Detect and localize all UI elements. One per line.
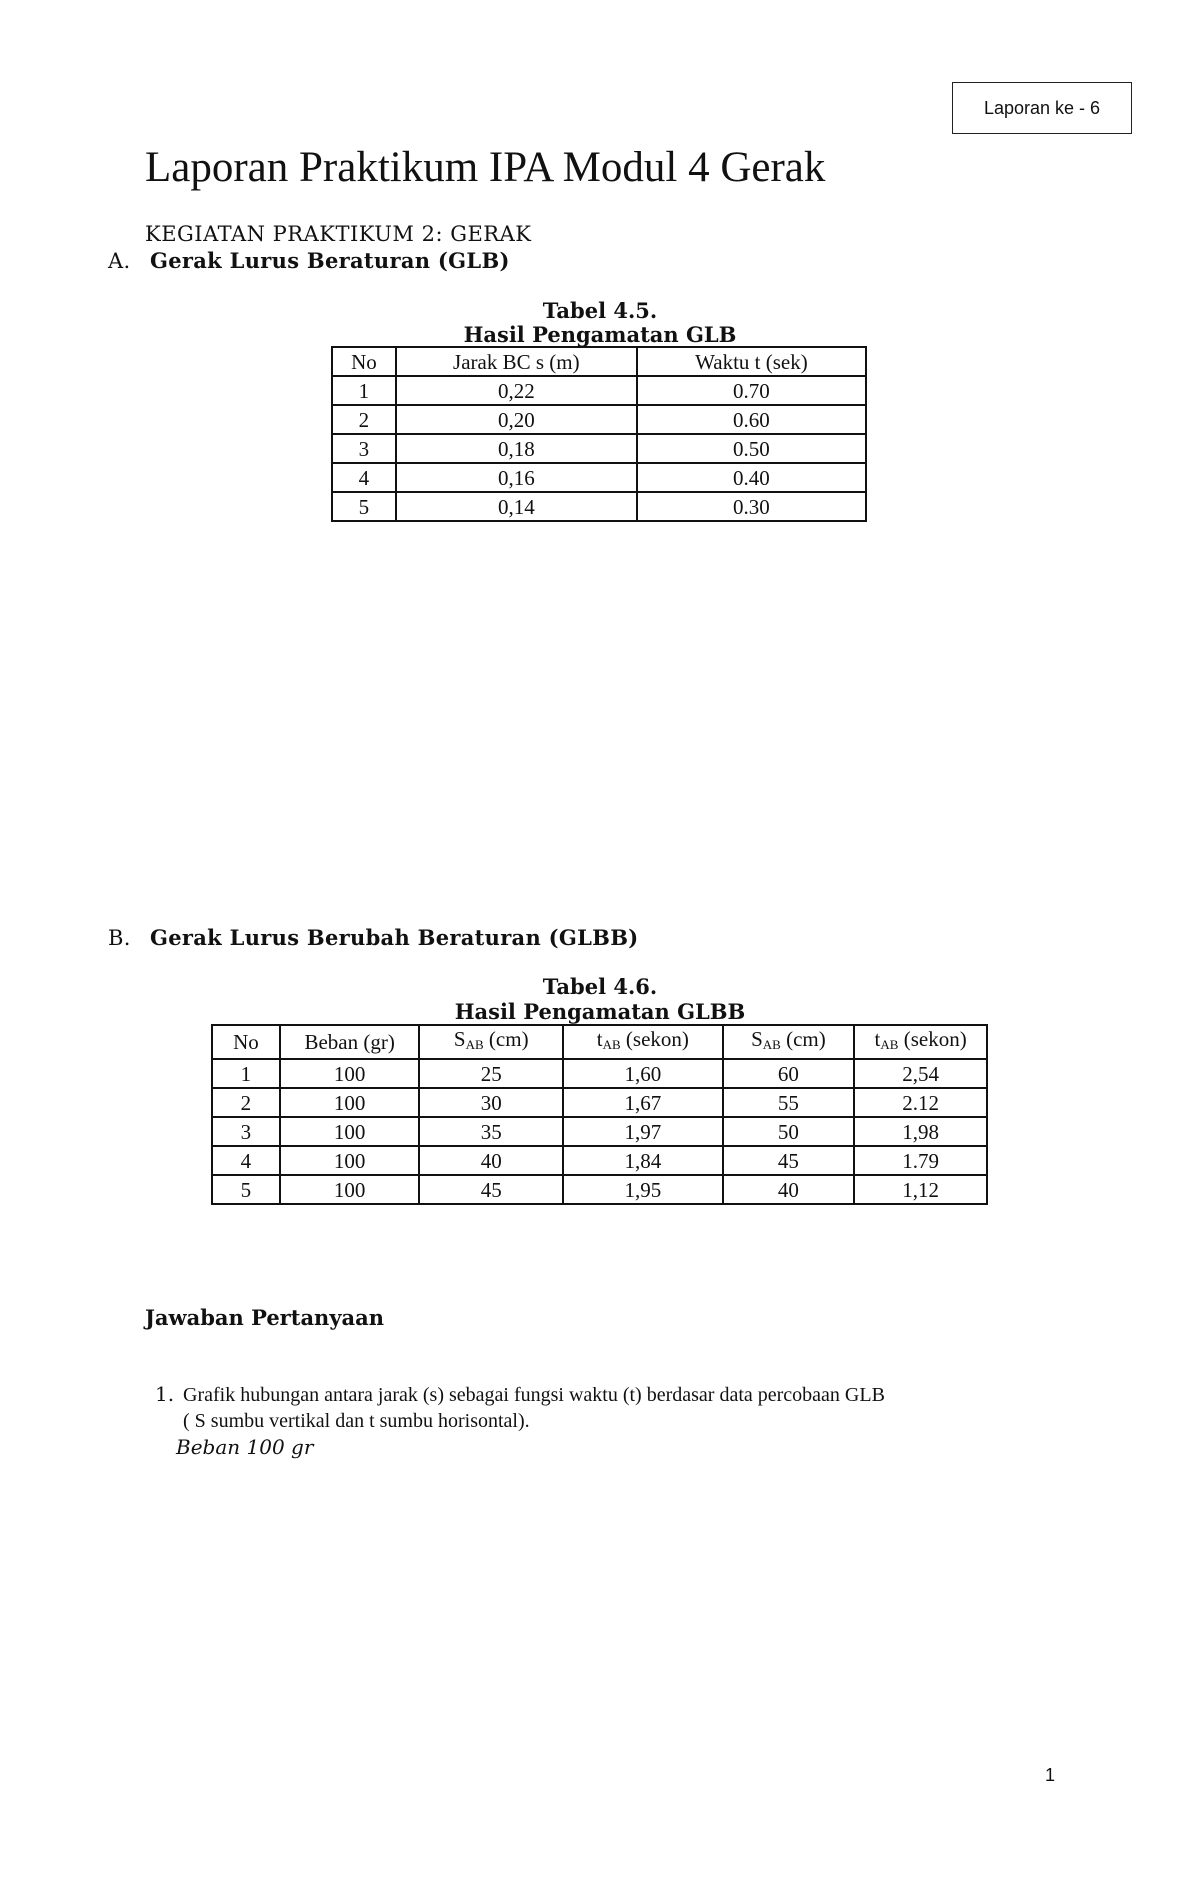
table-cell: 5 xyxy=(212,1175,280,1204)
table-cell: 25 xyxy=(419,1059,563,1088)
section-a-letter: A. xyxy=(108,249,131,273)
table-cell: 100 xyxy=(280,1059,420,1088)
table-row xyxy=(212,1146,987,1175)
table-cell: 40 xyxy=(723,1175,855,1204)
table-cell: 100 xyxy=(280,1088,420,1117)
column-header: $S_{AB}$ (cm) xyxy=(419,1025,563,1059)
table-cell: 0.60 xyxy=(637,405,866,434)
table-cell: 55 xyxy=(723,1088,855,1117)
table-cell: 0.70 xyxy=(637,376,866,405)
table-cell: 45 xyxy=(723,1146,855,1175)
table-4-5-caption-title: Hasil Pengamatan GLB xyxy=(463,322,737,347)
table-cell: 0,16 xyxy=(396,463,637,492)
table-cell: 3 xyxy=(212,1117,280,1146)
table-cell: 0.30 xyxy=(637,492,866,521)
table-4-6-caption-number: Tabel 4.6. xyxy=(542,974,658,999)
column-header: Jarak BC s (m) xyxy=(396,347,637,376)
table-row xyxy=(212,1059,987,1088)
table-cell: 100 xyxy=(280,1117,420,1146)
table-header-row xyxy=(332,347,866,376)
section-a-title: Gerak Lurus Beraturan (GLB) xyxy=(150,248,510,273)
table-cell: 30 xyxy=(419,1088,563,1117)
table-cell: 1,12 xyxy=(854,1175,987,1204)
glbb-table xyxy=(211,1024,988,1205)
glb-table xyxy=(331,346,867,522)
table-cell: 0,18 xyxy=(396,434,637,463)
table-cell: 3 xyxy=(332,434,396,463)
table-row xyxy=(212,1088,987,1117)
table-cell: 1,67 xyxy=(563,1088,723,1117)
section-b-letter: B. xyxy=(108,926,131,950)
table-cell: 1,97 xyxy=(563,1117,723,1146)
column-header: Beban (gr) xyxy=(280,1025,420,1059)
column-header: $t_{AB}$ (sekon) xyxy=(854,1025,987,1059)
table-row xyxy=(332,405,866,434)
table-cell: 2 xyxy=(212,1088,280,1117)
answers-heading: Jawaban Pertanyaan xyxy=(145,1305,385,1330)
table-cell: 0.50 xyxy=(637,434,866,463)
table-cell: 100 xyxy=(280,1175,420,1204)
question-1-note: Beban 100 gr xyxy=(176,1435,314,1459)
table-cell: 0,22 xyxy=(396,376,637,405)
table-cell: 100 xyxy=(280,1146,420,1175)
column-header: No xyxy=(332,347,396,376)
question-1-line-1: Grafik hubungan antara jarak (s) sebagai fungsi waktu (t) berdasar data percobaan GLB xyxy=(183,1384,885,1406)
activity-heading: KEGIATAN PRAKTIKUM 2: GERAK xyxy=(145,222,532,246)
table-4-5-caption-number: Tabel 4.5. xyxy=(542,298,658,323)
table-cell: 4 xyxy=(212,1146,280,1175)
table-cell: 1,98 xyxy=(854,1117,987,1146)
table-cell: 1,60 xyxy=(563,1059,723,1088)
table-row xyxy=(332,492,866,521)
table-cell: 0,20 xyxy=(396,405,637,434)
table-cell: 1.79 xyxy=(854,1146,987,1175)
table-row xyxy=(212,1117,987,1146)
table-cell: 40 xyxy=(419,1146,563,1175)
table-cell: 35 xyxy=(419,1117,563,1146)
question-1-text xyxy=(183,1382,885,1434)
column-header: $S_{AB}$ (cm) xyxy=(723,1025,855,1059)
section-a-heading xyxy=(108,248,510,273)
table-row xyxy=(332,376,866,405)
table-cell: 4 xyxy=(332,463,396,492)
page-number: 1 xyxy=(1045,1765,1056,1785)
table-row xyxy=(212,1175,987,1204)
table-cell: 45 xyxy=(419,1175,563,1204)
column-header: $t_{AB}$ (sekon) xyxy=(563,1025,723,1059)
table-4-6-caption-title: Hasil Pengamatan GLBB xyxy=(454,999,746,1024)
report-number-box xyxy=(952,82,1132,134)
table-cell: 0,14 xyxy=(396,492,637,521)
table-cell: 1 xyxy=(332,376,396,405)
section-b-heading xyxy=(108,925,639,950)
table-cell: 1 xyxy=(212,1059,280,1088)
column-header: Waktu t (sek) xyxy=(637,347,866,376)
table-cell: 2,54 xyxy=(854,1059,987,1088)
question-1-number: 1. xyxy=(155,1382,175,1406)
table-cell: 5 xyxy=(332,492,396,521)
table-row xyxy=(332,434,866,463)
table-cell: 0.40 xyxy=(637,463,866,492)
table-cell: 1,84 xyxy=(563,1146,723,1175)
table-cell: 1,95 xyxy=(563,1175,723,1204)
column-header: No xyxy=(212,1025,280,1059)
table-row xyxy=(332,463,866,492)
table-cell: 50 xyxy=(723,1117,855,1146)
page-title: Laporan Praktikum IPA Modul 4 Gerak xyxy=(145,144,826,191)
report-number-label: Laporan ke - 6 xyxy=(983,97,1101,118)
table-cell: 2.12 xyxy=(854,1088,987,1117)
question-1-line-2: ( S sumbu vertikal dan t sumbu horisontal). xyxy=(183,1410,530,1432)
section-b-title: Gerak Lurus Berubah Beraturan (GLBB) xyxy=(150,925,639,950)
table-header-row xyxy=(212,1025,987,1059)
table-cell: 60 xyxy=(723,1059,855,1088)
table-cell: 2 xyxy=(332,405,396,434)
